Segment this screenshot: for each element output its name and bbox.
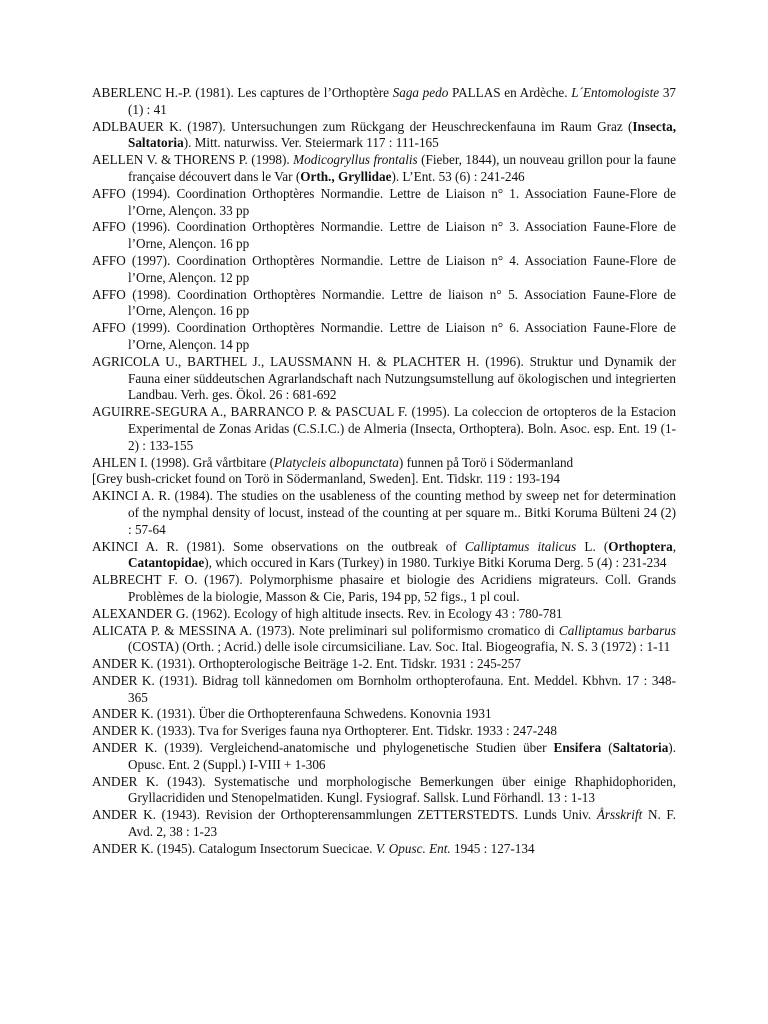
reference-text: AKINCI A. R. (1981). Some observations on the outbreak of [92, 538, 465, 554]
reference-entry [92, 354, 676, 404]
reference-entry [92, 740, 676, 774]
reference-text: AELLEN V. & THORENS P. (1998). [92, 152, 294, 168]
reference-entry [92, 572, 676, 606]
reference-text: AGRICOLA U., BARTHEL J., LAUSSMANN H. & PLACHTER H. (1996). Struktur und Dynamik der Fauna einer süddeutschen Agrarlandschaft nach Nutzungsumstellung auf ökologischen und integrierten Landbau. Verh. ges. Ökol. 26 : 681-692 [92, 353, 676, 403]
reference-text: , [672, 538, 676, 554]
reference-entry [92, 287, 676, 321]
italic-text: V. Opusc. Ent. [375, 840, 451, 856]
reference-entry [92, 404, 676, 454]
reference-entry [92, 119, 676, 153]
reference-text: PALLAS en Ardèche. [448, 85, 572, 100]
reference-text: L. ( [576, 538, 609, 554]
reference-text: ( [601, 740, 613, 756]
reference-text: ANDER K. (1931). Über die Orthopterenfauna Schwedens. Konovnia 1931 [92, 706, 492, 722]
bold-text: Orthoptera [608, 538, 673, 554]
reference-entry [92, 152, 676, 186]
reference-entry [92, 471, 676, 488]
reference-text: ). L’Ent. 53 (6) : 241-246 [391, 168, 525, 184]
bold-text: Ensifera [553, 740, 602, 756]
reference-text: AFFO (1994). Coordination Orthoptères Normandie. Lettre de Liaison n° 1. Association Faune-Flore de l’Orne, Alençon. 33 pp [92, 185, 676, 218]
italic-text: Modicogryllus frontalis [293, 152, 418, 168]
reference-text: 1945 : 127-134 [450, 840, 535, 856]
italic-text: Saga pedo [392, 85, 449, 100]
reference-text: ADLBAUER K. (1987). Untersuchungen zum Rückgang der Heuschreckenfauna im Raum Graz ( [92, 118, 633, 134]
reference-text: ABERLENC H.-P. (1981). Les captures de l’Orthoptère [92, 85, 393, 100]
reference-text: ALICATA P. & MESSINA A. (1973). Note preliminari sul poliformismo cromatico di [92, 622, 559, 638]
reference-entry [92, 455, 676, 472]
reference-entry [92, 774, 676, 808]
reference-text: 37 (1) : 41 [128, 85, 676, 117]
reference-text: (Fieber, 1844), un nouveau grillon pour la faune française découvert dans le Var ( [128, 152, 676, 184]
reference-text: AFFO (1996). Coordination Orthoptères Normandie. Lettre de Liaison n° 3. Association Faune-Flore de l’Orne, Alençon. 16 pp [92, 219, 676, 252]
reference-text: [Grey bush-cricket found on Torö in Södermanland, Sweden]. Ent. Tidskr. 119 : 193-194 [92, 471, 560, 487]
reference-text: ALEXANDER G. (1962). Ecology of high altitude insects. Rev. in Ecology 43 : 780-781 [92, 605, 563, 621]
reference-entry [92, 841, 676, 858]
reference-entry [92, 606, 676, 623]
reference-text: ANDER K. (1945). Catalogum Insectorum Suecicae. [92, 840, 376, 856]
reference-entry [92, 253, 676, 287]
italic-text: Årsskrift [596, 807, 643, 823]
reference-text: AFFO (1997). Coordination Orthoptères Normandie. Lettre de Liaison n° 4. Association Faune-Flore de l’Orne, Alençon. 12 pp [92, 252, 676, 285]
reference-entry [92, 488, 676, 538]
reference-text: ANDER K. (1933). Tva for Sveriges fauna nya Orthopterer. Ent. Tidskr. 1933 : 247-248 [92, 723, 557, 739]
reference-text: ANDER K. (1931). Orthopterologische Beiträge 1-2. Ent. Tidskr. 1931 : 245-257 [92, 656, 521, 672]
italic-text: Platycleis albopunctata [274, 454, 399, 470]
reference-text: ), which occured in Kars (Turkey) in 1980. Turkiye Bitki Koruma Derg. 5 (4) : 231-234 [204, 555, 667, 571]
reference-text: AKINCI A. R. (1984). The studies on the usableness of the counting method by sweep net for determination of the nymphal density of locust, instead of the counting at per square m.. Bitki Koruma Bülteni 24 (2) : 57-64 [92, 488, 676, 537]
reference-entry [92, 186, 676, 220]
reference-entry [92, 673, 676, 707]
bold-text: Orth., Gryllidae [300, 168, 392, 184]
reference-text: ALBRECHT F. O. (1967). Polymorphisme phasaire et biologie des Acridiens migrateurs. Coll. Grands Problèmes de la biologie, Masson & Cie, Paris, 194 pp, 52 figs., 1 pl coul. [92, 572, 676, 604]
bibliography-page [92, 85, 676, 858]
reference-text: AFFO (1999). Coordination Orthoptères Normandie. Lettre de Liaison n° 6. Association Faune-Flore de l’Orne, Alençon. 14 pp [92, 320, 676, 352]
reference-entry [92, 219, 676, 253]
bold-text: Insecta, Saltatoria [128, 118, 676, 151]
reference-text: N. F. Avd. 2, 38 : 1-23 [128, 807, 676, 840]
reference-text: ANDER K. (1939). Vergleichend-anatomische und phylogenetische Studien über [92, 740, 554, 756]
italic-text: L´Entomologiste [571, 85, 660, 100]
reference-entry [92, 706, 676, 723]
reference-text: ). Opusc. Ent. 2 (Suppl.) I-VIII + 1-306 [128, 740, 676, 772]
bold-text: Saltatoria [612, 740, 669, 756]
reference-text: ANDER K. (1931). Bidrag toll kännedomen om Bornholm orthopterofauna. Ent. Meddel. Kbhvn. 17 : 348-365 [92, 672, 676, 705]
reference-entry [92, 656, 676, 673]
italic-text: Calliptamus barbarus [558, 622, 676, 638]
reference-text: ANDER K. (1943). Systematische und morphologische Bemerkungen über einige Rhaphidophoriden, Gryllacrididen und Stenopelmatiden. Kungl. Fysiograf. Sallsk. Lund Förhandl. 13 : 1-13 [92, 773, 676, 806]
reference-text: ) funnen på Torö i Södermanland [398, 454, 574, 470]
reference-entry [92, 723, 676, 740]
reference-text: AFFO (1998). Coordination Orthoptères Normandie. Lettre de liaison n° 5. Association Faune-Flore de l’Orne, Alençon. 16 pp [92, 286, 676, 319]
reference-entry [92, 539, 676, 573]
italic-text: Calliptamus italicus [464, 538, 577, 554]
reference-entry [92, 320, 676, 354]
reference-text: AHLEN I. (1998). Grå vårtbitare ( [92, 454, 274, 470]
bold-text: Catantopidae [128, 555, 205, 571]
reference-entry [92, 807, 676, 841]
reference-text: AGUIRRE-SEGURA A., BARRANCO P. & PASCUAL F. (1995). La coleccion de ortopteros de la Estacion Experimental de Zonas Aridas (C.S.I.C.) de Almeria (Insecta, Orthoptera). Boln. Asoc. esp. Ent. 19 (1-2) : 133-155 [92, 404, 676, 453]
reference-text: ). Mitt. naturwiss. Ver. Steiermark 117 : 111-165 [183, 135, 439, 151]
reference-entry [92, 85, 676, 119]
reference-text: (COSTA) (Orth. ; Acrid.) delle isole circumsiciliane. Lav. Soc. Ital. Biogeografia, N. S. 3 (1972) : 1-11 [128, 639, 671, 655]
reference-entry [92, 623, 676, 657]
reference-text: ANDER K. (1943). Revision der Orthopterensammlungen ZETTERSTEDTS. Lunds Univ. [92, 807, 597, 823]
